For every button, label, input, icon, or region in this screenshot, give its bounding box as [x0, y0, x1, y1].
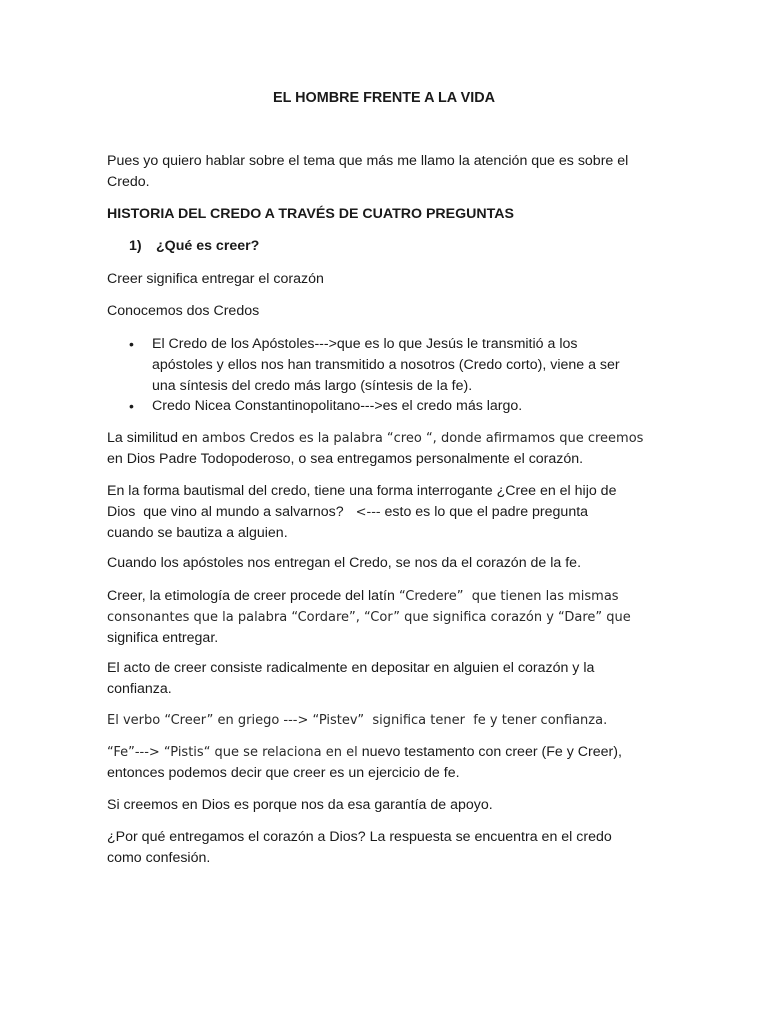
fe-line-1: [107, 742, 667, 763]
intro-line-1: Pues yo quiero hablar sobre el tema que más me llamo la atención que es sobre el: [107, 153, 629, 169]
etimologia-line-1-a: Creer, la etimología de creer procede del latín: [107, 588, 395, 604]
bullet-1-text: [152, 334, 672, 397]
porque-line-2: como confesión.: [107, 850, 211, 866]
intro-paragraph: [107, 151, 667, 193]
fe-line-1-a: “Fe”---> “Pistis“ que se relaciona en el: [107, 745, 358, 760]
bullet-item-1: [129, 334, 669, 397]
similitud-line-1-b: ambos Credos es la palabra “creo “, donde afirmamos que creemos: [197, 431, 644, 446]
garantia-paragraph: Si creemos en Dios es porque nos da esa garantía de apoyo.: [107, 797, 493, 813]
acto-line-2: confianza.: [107, 681, 172, 697]
document-title: EL HOMBRE FRENTE A LA VIDA: [273, 90, 495, 106]
fe-line-2: entonces podemos decir que creer es un ejercicio de fe.: [107, 765, 460, 781]
bullet-1-line-3: una síntesis del credo más largo (síntesis de la fe).: [152, 378, 473, 394]
section-heading: HISTORIA DEL CREDO A TRAVÉS DE CUATRO PREGUNTAS: [107, 206, 514, 222]
bullet-1-line-1: El Credo de los Apóstoles--->que es lo que Jesús le transmitió a los: [152, 336, 578, 352]
creer-significa-paragraph: Creer significa entregar el corazón: [107, 271, 324, 287]
question-1: [129, 236, 259, 257]
similitud-line-1: [107, 428, 667, 449]
bautismal-line-2: [107, 502, 667, 523]
etimologia-paragraph: [107, 586, 667, 649]
question-number: 1): [129, 238, 142, 254]
acto-paragraph: [107, 658, 667, 700]
bautismal-line-2-a: Dios que vino al mundo a salvarnos?: [107, 504, 352, 520]
apostoles-paragraph: Cuando los apóstoles nos entregan el Credo, se nos da el corazón de la fe.: [107, 555, 582, 571]
intro-line-2: Credo.: [107, 174, 150, 190]
bullet-1-line-2: apóstoles y ellos nos han transmitido a nosotros (Credo corto), viene a ser: [152, 357, 620, 373]
similitud-line-1-a: La similitud en: [107, 430, 198, 446]
bullet-dot: •: [129, 336, 134, 352]
similitud-paragraph: [107, 428, 667, 470]
etimologia-line-1-b: “Credere” que tienen las mismas: [394, 589, 619, 604]
porque-line-1: ¿Por qué entregamos el corazón a Dios? La respuesta se encuentra en el credo: [107, 829, 612, 845]
verbo-paragraph: El verbo “Creer” en griego ---> “Pistev” significa tener fe y tener confianza.: [107, 713, 608, 728]
similitud-line-2: en Dios Padre Todopoderoso, o sea entregamos personalmente el corazón.: [107, 451, 584, 467]
etimologia-line-1: [107, 586, 667, 607]
bautismal-line-3: cuando se bautiza a alguien.: [107, 525, 288, 541]
porque-paragraph: [107, 827, 667, 869]
question-text: ¿Qué es creer?: [156, 238, 260, 254]
fe-paragraph: [107, 742, 667, 784]
acto-line-1: El acto de creer consiste radicalmente en depositar en alguien el corazón y la: [107, 660, 595, 676]
etimologia-line-2: consonantes que la palabra “Cordare”, “Cor” que significa corazón y “Dare” que: [107, 610, 631, 625]
bullet-2-line-1: Credo Nicea Constantinopolitano--->es el credo más largo.: [152, 398, 523, 414]
bautismal-arrow: <---: [351, 505, 381, 520]
bautismal-line-1: En la forma bautismal del credo, tiene una forma interrogante ¿Cree en el hijo de: [107, 483, 617, 499]
bautismal-paragraph: [107, 481, 667, 544]
etimologia-line-3: significa entregar.: [107, 630, 219, 646]
bullet-2-text: [152, 396, 672, 417]
bullet-item-2: [129, 396, 669, 417]
conocemos-paragraph: Conocemos dos Credos: [107, 303, 260, 319]
bautismal-line-2-c: esto es lo que el padre pregunta: [380, 504, 589, 520]
bullet-dot: •: [129, 398, 134, 414]
fe-line-1-b: nuevo testamento con creer (Fe y Creer),: [357, 744, 622, 760]
